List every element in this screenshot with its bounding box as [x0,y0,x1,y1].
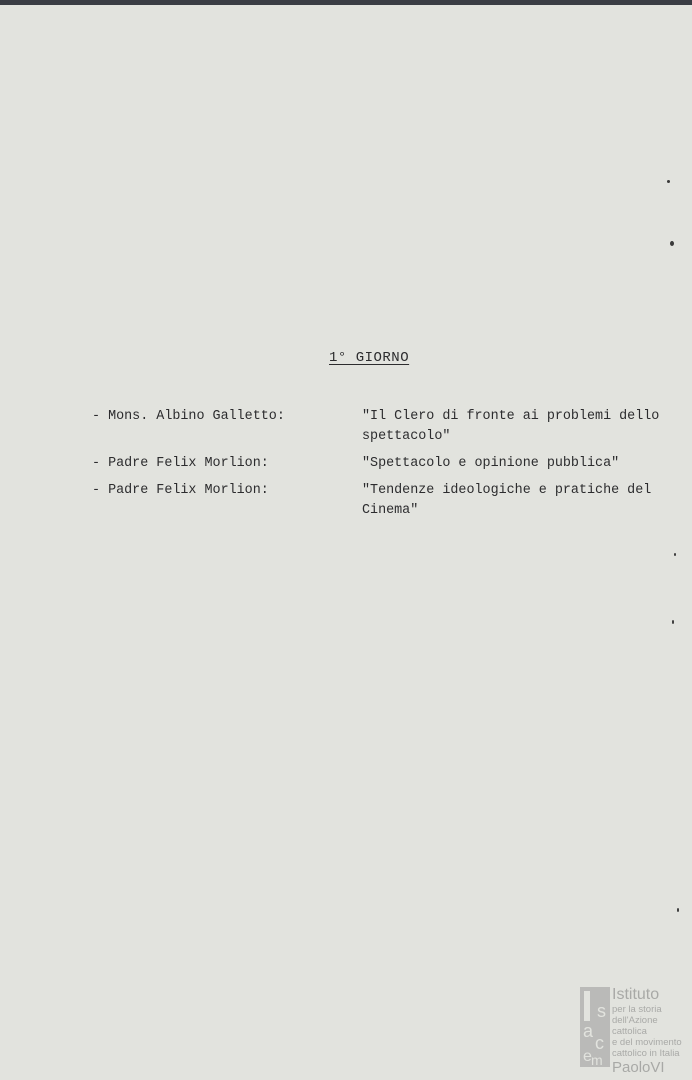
talk-title-1-line-2: spettacolo" [362,429,451,444]
day-heading: 1° GIORNO [329,350,410,366]
talk-title-3-line-1: "Tendenze ideologiche e pratiche del [362,483,652,498]
talk-title-2 [362,454,674,474]
svg-text:c: c [595,1033,604,1053]
watermark-text [612,987,686,1075]
scan-top-edge [0,0,692,5]
talk-title-3 [362,481,674,521]
watermark-line-1: Istituto [612,986,660,1003]
svg-text:s: s [597,1001,606,1021]
speaker-2: - Padre Felix Morlion: [92,456,269,471]
isacem-monogram-icon [580,987,610,1067]
watermark-line-2: per la storia [612,1004,662,1015]
talk-title-3-line-2: Cinema" [362,503,419,518]
speaker-1: - Mons. Albino Galletto: [92,409,285,424]
talk-title-1-line-1: "Il Clero di fronte ai problemi dello [362,409,660,424]
speck [674,553,676,556]
speck [667,180,670,183]
svg-text:e: e [583,1048,592,1065]
speck [672,620,674,624]
watermark-line-3: dell'Azione cattolica [612,1015,658,1037]
watermark-line-4: e del movimento [612,1037,682,1048]
watermark-line-6: PaoloVI [612,1059,665,1076]
svg-text:m: m [591,1052,603,1067]
speck [670,241,674,246]
watermark-line-5: cattolico in Italia [612,1048,680,1059]
talk-title-2-line-1: "Spettacolo e opinione pubblica" [362,456,620,471]
isacem-watermark [580,986,686,1076]
speaker-3: - Padre Felix Morlion: [92,483,269,498]
talk-title-1 [362,407,674,447]
speck [677,908,679,912]
svg-text:a: a [583,1021,594,1041]
